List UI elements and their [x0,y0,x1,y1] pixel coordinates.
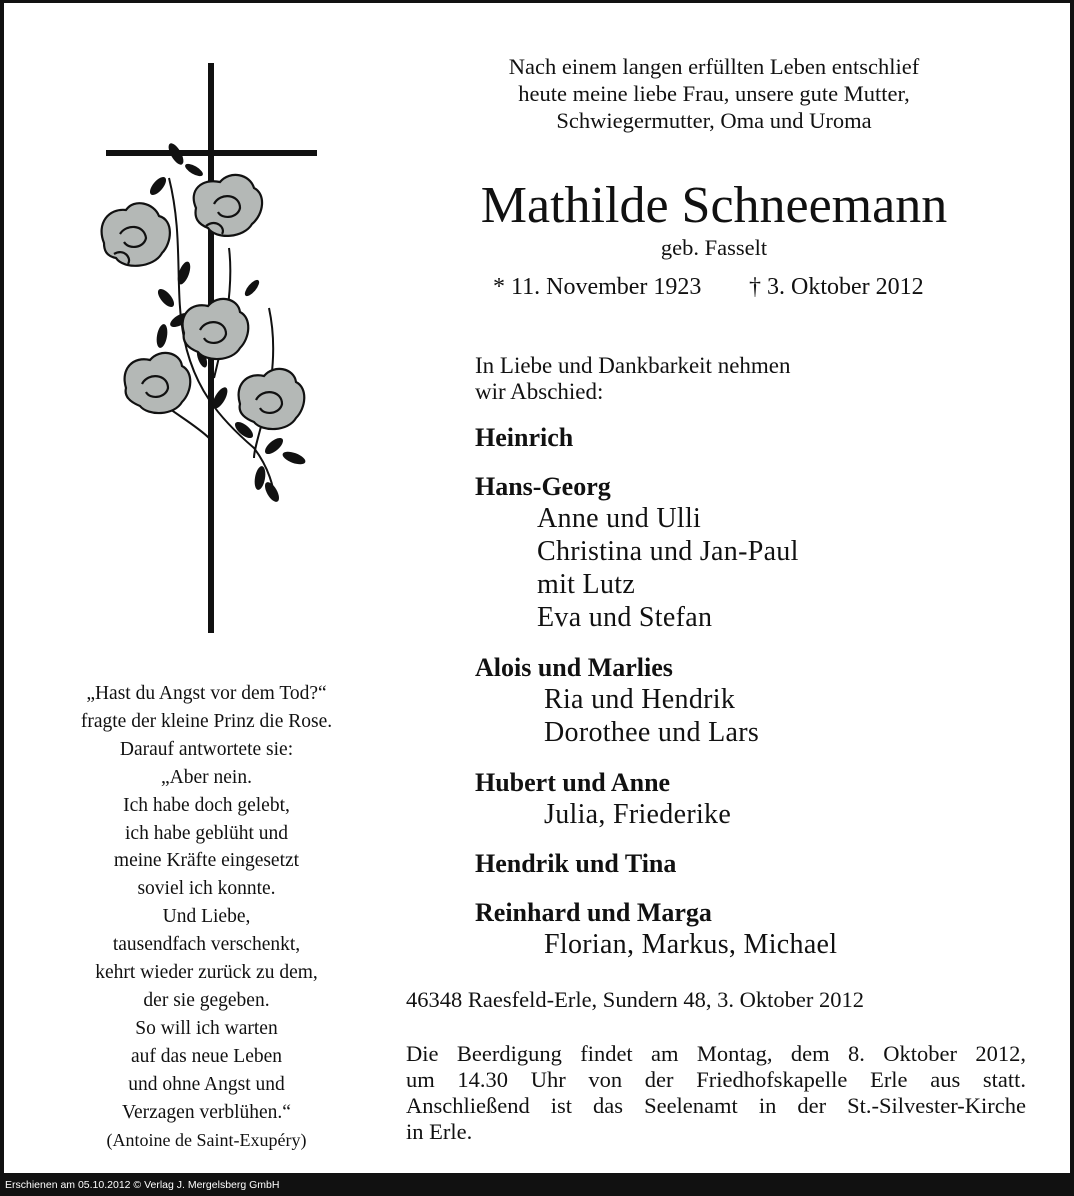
mourner-member: Christina und Jan-Paul [537,536,799,567]
mourner-head: Heinrich [475,423,574,452]
deceased-name: Mathilde Schneemann [480,177,948,234]
cross-with-roses-illustration [84,58,324,648]
poem-line: Verzagen verblühen.“ [122,1101,291,1123]
birth-date: * 11. November 1923 [493,274,702,300]
poem-line: Ich habe doch gelebt, [123,794,290,816]
mourner-member: Julia, Friederike [544,799,732,830]
mourner-head: Hans-Georg [475,472,611,501]
poem-line: ich habe geblüht und [125,822,288,844]
poem-line: und ohne Angst und [128,1073,285,1095]
mourner-member: Eva und Stefan [537,602,713,633]
poem-line: der sie gegeben. [143,989,270,1011]
poem-line: meine Kräfte eingesetzt [113,850,300,872]
mourner-member: Dorothee und Lars [544,717,760,748]
farewell-text [475,353,791,405]
intro-line: heute meine liebe Frau, unsere gute Mutter, [518,81,910,106]
rose-icon [183,299,249,359]
mourner-head: Hendrik und Tina [475,849,677,878]
mourner-head: Alois und Marlies [475,653,673,682]
poem-line: soviel ich konnte. [137,878,276,900]
rose-icon [125,353,191,413]
rose-icon [194,175,262,236]
poem-line: „Aber nein. [161,766,252,788]
mourner-member: Florian, Markus, Michael [544,929,838,960]
mourner-member: mit Lutz [537,569,636,600]
poem-line: „Hast du Angst vor dem Tod?“ [86,683,327,704]
footer-credit: Erschienen am 05.10.2012 © Verlag J. Mergelsberg GmbH [5,1179,280,1191]
funeral-line: Die Beerdigung findet am Montag, dem 8. Oktober 2012, [406,1041,1026,1066]
funeral-info [406,1041,1026,1145]
poem-line: Und Liebe, [162,906,251,928]
poem-line: tausendfach verschenkt, [112,934,301,956]
funeral-line: Anschließend ist das Seelenamt in der St.-Silvester-Kirche [406,1093,1026,1118]
rose-icon [239,369,305,429]
mourner-member: Anne und Ulli [537,503,702,534]
intro-text [444,53,984,134]
poem-author: (Antoine de Saint-Exupéry) [106,1129,307,1150]
intro-line: Schwiegermutter, Oma und Uroma [556,108,872,133]
poem [34,680,379,1154]
mourner-member: Ria und Hendrik [544,684,736,715]
poem-line: auf das neue Leben [130,1045,283,1067]
poem-line: kehrt wieder zurück zu dem, [95,962,318,984]
death-date: † 3. Oktober 2012 [749,274,924,300]
maiden-name: geb. Fasselt [660,235,768,260]
poem-line: fragte der kleine Prinz die Rose. [80,710,333,732]
intro-line: Nach einem langen erfüllten Leben entschlief [508,54,920,79]
poem-line: Darauf antwortete sie: [119,738,294,760]
funeral-line: in Erle. [406,1119,473,1144]
poem-line: So will ich warten [135,1017,278,1039]
address-line: 46348 Raesfeld-Erle, Sundern 48, 3. Oktober 2012 [406,987,865,1012]
rose-icon [102,203,170,266]
farewell-line: In Liebe und Dankbarkeit nehmen [475,353,791,378]
mourner-head: Reinhard und Marga [475,898,712,927]
mourner-head: Hubert und Anne [475,768,671,797]
farewell-line: wir Abschied: [475,379,604,404]
funeral-line: um 14.30 Uhr von der Friedhofskapelle Erle aus statt. [406,1067,1026,1092]
